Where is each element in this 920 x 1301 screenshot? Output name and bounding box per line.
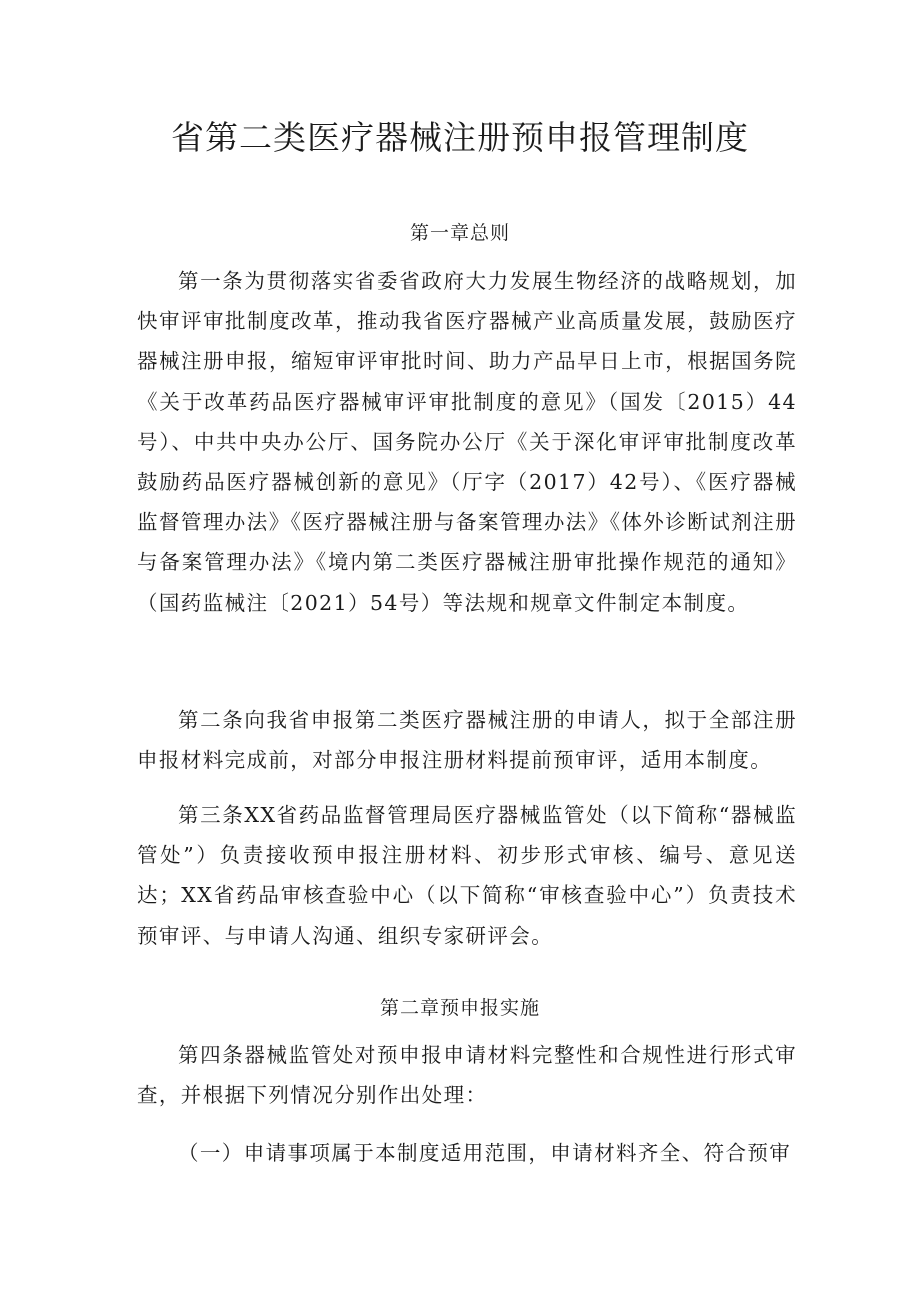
- article-1-paragraph: 第一条为贯彻落实省委省政府大力发展生物经济的战略规划，加快审评审批制度改革，推动我省医疗器械产业高质量发展，鼓励医疗器械注册申报，缩短审评审批时间、助力产品早日上市，根据国务院《关于改革药品医疗器械审评审批制度的意见》（国发〔2015）44号）、中共中央办公厅、国务院办公厅《关于深化审评审批制度改革鼓励药品医疗器械创新的意见》（厅字（2017）42号）、《医疗器械监督管理办法》《医疗器械注册与备案管理办法》《体外诊断试剂注册与备案管理办法》《境内第二类医疗器械注册审批操作规范的通知》（国药监械注〔2021）54号）等法规和规章文件制定本制度。: [137, 269, 797, 615]
- chapter-heading-general: 第一章总则: [409, 222, 510, 244]
- article-2-paragraph: 第二条向我省申报第二类医疗器械注册的申请人，拟于全部注册申报材料完成前，对部分申报注册材料提前预审评，适用本制度。: [137, 708, 797, 773]
- article-3-paragraph: 第三条XX省药品监督管理局医疗器械监管处（以下简称“器械监管处”）负责接收预申报注册材料、初步形式审核、编号、意见送达；XX省药品审核查验中心（以下简称“审核查验中心”）负责技术预审评、与申请人沟通、组织专家研评会。: [137, 803, 797, 948]
- article-4-paragraph: 第四条器械监管处对预申报申请材料完整性和合规性进行形式审查，并根据下列情况分别作出处理：: [137, 1043, 797, 1108]
- document-title: 省第二类医疗器械注册预申报管理制度: [171, 118, 749, 157]
- list-item-1: （一）申请事项属于本制度适用范围，申请材料齐全、符合预审: [178, 1141, 792, 1165]
- chapter-heading-pre-application: 第二章预申报实施: [379, 997, 540, 1019]
